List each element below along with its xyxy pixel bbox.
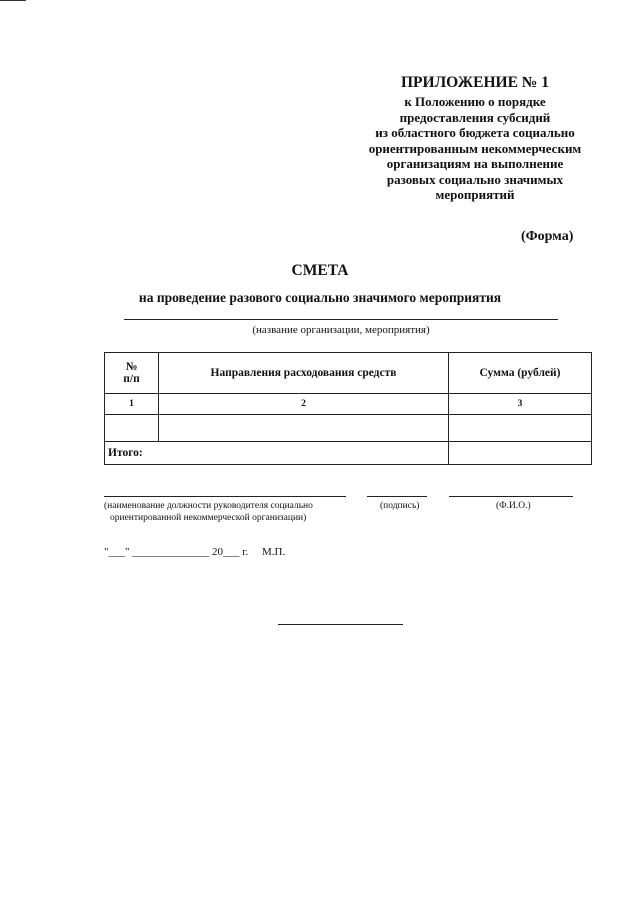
total-amount-cell — [449, 442, 592, 465]
header-number — [105, 353, 159, 394]
footer-rule — [278, 624, 403, 625]
appendix-line: предоставления субсидий — [399, 109, 551, 125]
document-subtitle: на проведение разового социально значимого мероприятия — [138, 290, 502, 305]
date-stamp-line: "___" ______________ 20___ г. М.П. — [104, 546, 286, 558]
total-label: Итого: — [105, 442, 449, 465]
table-row — [105, 415, 592, 442]
position-caption-line: ориентированной некоммерческой организации) — [110, 513, 307, 523]
appendix-block — [330, 74, 620, 203]
estimate-table — [104, 352, 592, 465]
organization-caption: (название организации, мероприятия) — [252, 324, 430, 336]
organization-name-line — [124, 319, 558, 320]
appendix-heading: ПРИЛОЖЕНИЕ № 1 — [401, 74, 549, 91]
column-number: 2 — [159, 394, 449, 415]
header-directions: Направления расходования средств — [159, 353, 449, 394]
empty-cell — [105, 415, 159, 442]
full-name-caption: (Ф.И.О.) — [496, 501, 531, 511]
empty-cell — [159, 415, 449, 442]
empty-cell — [449, 415, 592, 442]
signature-line — [367, 496, 427, 497]
column-number-row — [105, 394, 592, 415]
document-title: СМЕТА — [291, 262, 349, 279]
appendix-line: из областного бюджета социально — [375, 125, 575, 140]
position-caption-line: (наименование должности руководителя социально — [104, 501, 313, 511]
position-line — [104, 496, 346, 497]
position-caption — [104, 500, 313, 524]
column-number: 1 — [105, 394, 159, 415]
header-number-line2: п/п — [123, 373, 140, 385]
appendix-line: к Положению о порядке — [404, 94, 546, 109]
appendix-line: разовых социально значимых — [386, 171, 564, 187]
table-header-row — [105, 353, 592, 394]
column-number: 3 — [449, 394, 592, 415]
appendix-line: ориентированным некоммерческим — [368, 140, 582, 156]
corner-mark — [0, 0, 26, 1]
signature-caption: (подпись) — [380, 501, 420, 511]
header-amount: Сумма (рублей) — [449, 353, 592, 394]
total-row — [105, 442, 592, 465]
header-number-line1: № — [125, 361, 138, 373]
full-name-line — [449, 496, 573, 497]
appendix-line: мероприятий — [435, 187, 515, 202]
appendix-line: организациям на выполнение — [386, 156, 564, 171]
form-label: (Форма) — [521, 229, 574, 244]
